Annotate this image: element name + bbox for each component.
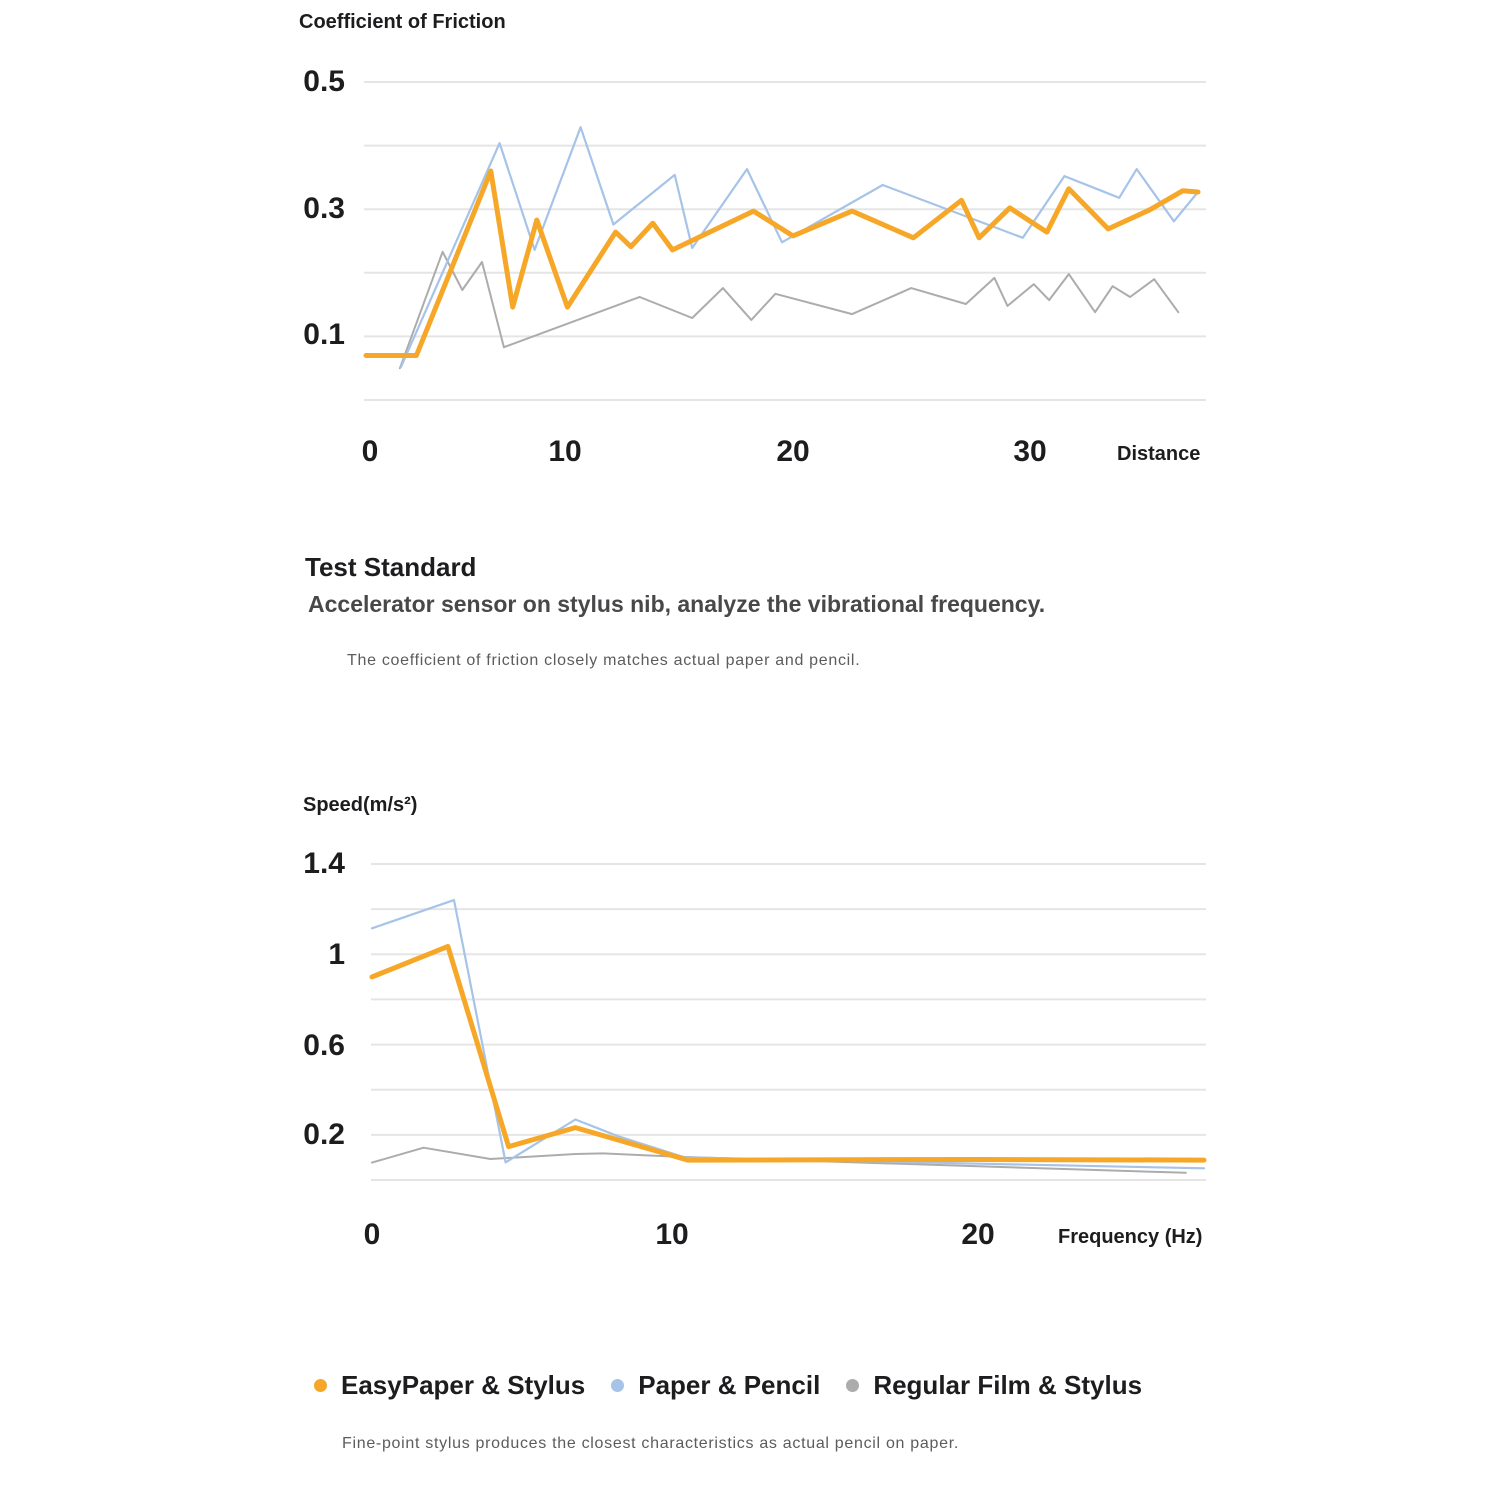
section-heading: Test Standard [305,552,477,582]
legend-label-easypaper-stylus: EasyPaper & Stylus [341,1369,586,1400]
regular-film-stylus-dot-icon [846,1379,859,1392]
chart-0-plot [364,82,1206,400]
chart1-xtick-0: 0 [361,435,379,468]
chart-1-plot [371,864,1206,1180]
chart2-title: Speed(m/s²) [303,794,418,816]
chart1-ytick-0.3: 0.3 [303,192,345,225]
chart1-ytick-0.5: 0.5 [303,65,345,98]
chart2-ytick-1: 1 [328,938,345,971]
chart2-ytick-1.4: 1.4 [303,847,345,880]
easypaper-stylus-line [366,171,1198,356]
chart2-ytick-0.2: 0.2 [303,1118,345,1151]
easypaper-stylus-line [372,946,1204,1160]
paper-pencil-dot-icon [611,1379,624,1392]
paper-pencil-line [401,127,1198,367]
chart1-xtick-10: 10 [548,435,582,468]
chart2-xtick-0: 0 [363,1218,381,1251]
chart1-xtick-20: 20 [776,435,810,468]
legend-item-regular-film-stylus [846,1370,1142,1401]
chart2-ytick-0.6: 0.6 [303,1029,345,1062]
chart2-xtick-20: 20 [961,1218,995,1251]
friction-caption: The coefficient of friction closely matches actual paper and pencil. [347,652,861,669]
legend-label-paper-pencil: Paper & Pencil [638,1369,821,1400]
section-subtitle: Accelerator sensor on stylus nib, analyze the vibrational frequency. [308,591,1046,617]
chart2-xtick-10: 10 [655,1218,689,1251]
chart2-x-axis-label: Frequency (Hz) [1058,1226,1203,1248]
regular-film-stylus-line [400,252,1178,368]
easypaper-stylus-dot-icon [314,1379,327,1392]
legend [314,1368,1142,1402]
chart1-title: Coefficient of Friction [299,11,506,33]
chart1-x-axis-label: Distance [1117,443,1201,465]
frequency-caption: Fine-point stylus produces the closest characteristics as actual pencil on paper. [342,1435,959,1452]
chart1-ytick-0.1: 0.1 [303,318,345,351]
chart1-xtick-30: 30 [1013,435,1047,468]
legend-item-easypaper-stylus [314,1370,585,1401]
legend-label-regular-film-stylus: Regular Film & Stylus [873,1369,1143,1400]
paper-pencil-line [372,900,1204,1168]
legend-item-paper-pencil [611,1370,820,1401]
